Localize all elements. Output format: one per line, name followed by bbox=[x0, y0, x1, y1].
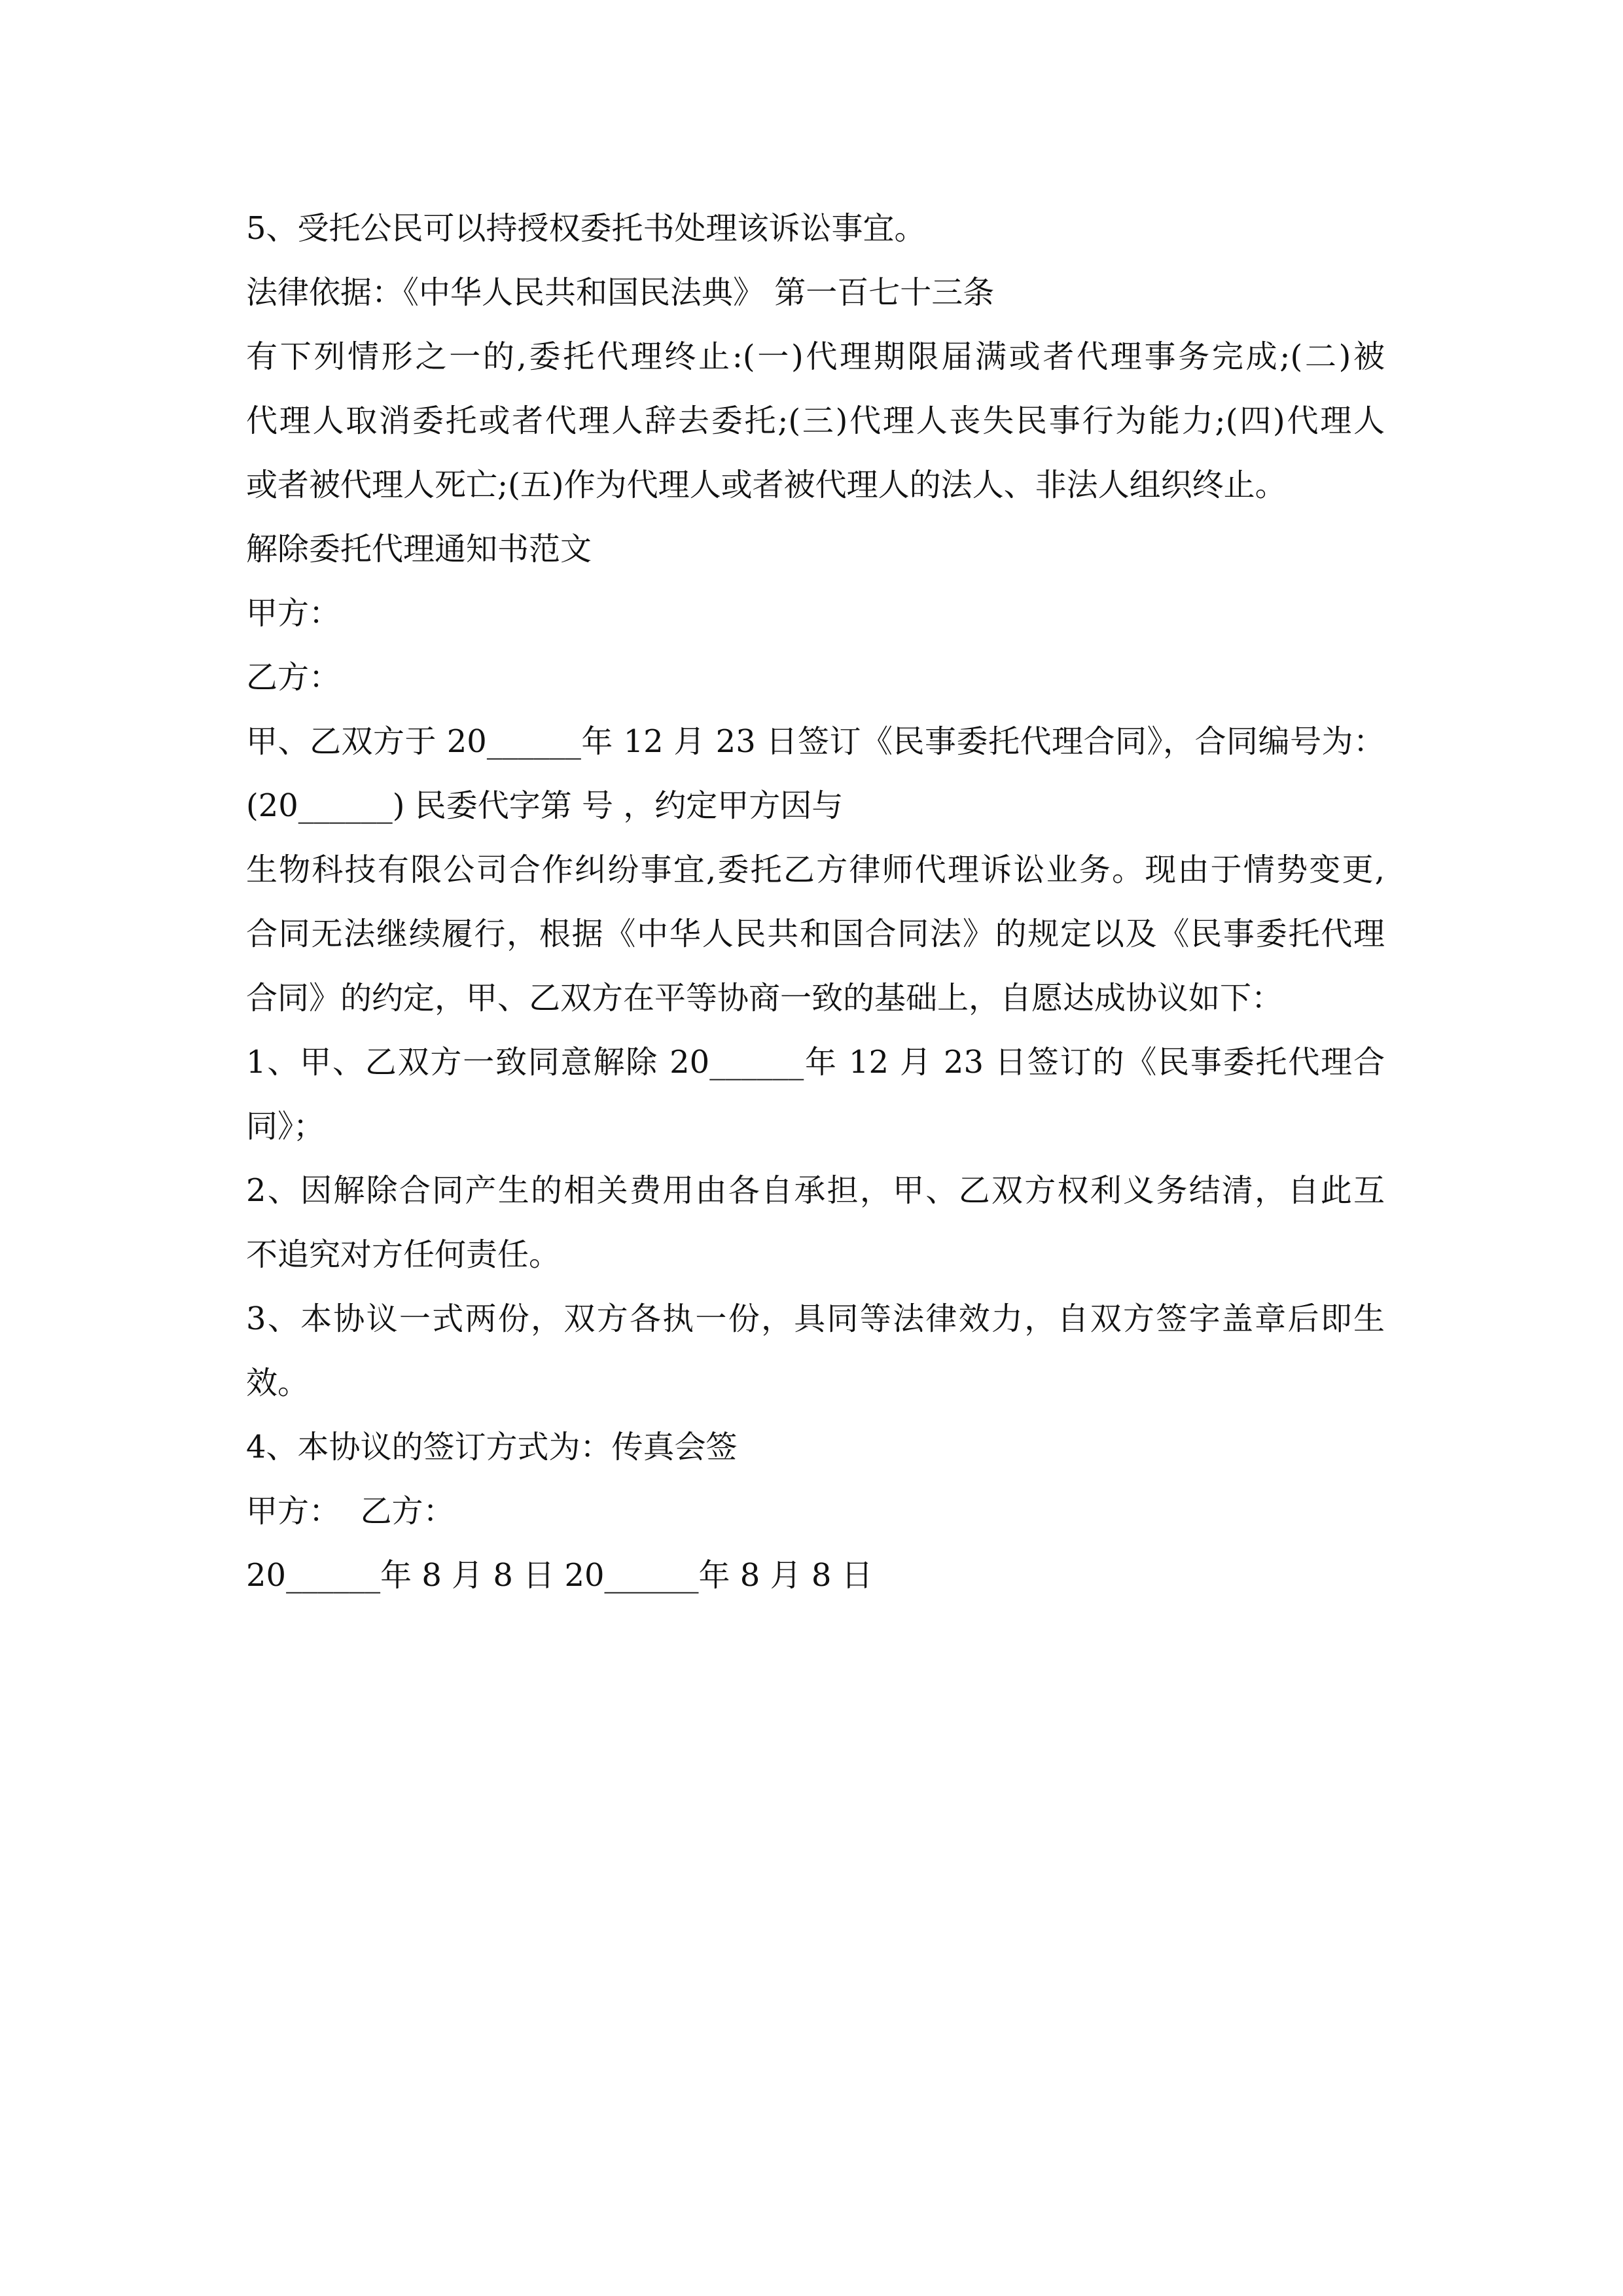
party-b-label: 乙方： bbox=[246, 659, 341, 696]
termination-text-line-2: 代理人取消委托或者代理人辞去委托;(三)代理人丧失民事行为能力;(四)代理人 bbox=[246, 403, 1385, 439]
signature-parties-line: 甲方： 乙方： bbox=[246, 1493, 455, 1530]
clause-3-line-1: 3、本协议一式两份，双方各执一份，具同等法律效力，自双方签字盖章后即生 bbox=[246, 1300, 1385, 1337]
section-title: 解除委托代理通知书范文 bbox=[246, 531, 592, 567]
agreement-intro-line-1: 甲、乙双方于 20______年 12 月 23 日签订《民事委托代理合同》，合同编号为： bbox=[246, 723, 1385, 760]
signature-dates-line: 20______年 8 月 8 日 20______年 8 月 8 日 bbox=[246, 1557, 873, 1594]
clause-2-line-1: 2、因解除合同产生的相关费用由各自承担，甲、乙双方权利义务结清，自此互 bbox=[246, 1172, 1385, 1209]
termination-text-line-3: 或者被代理人死亡;(五)作为代理人或者被代理人的法人、非法人组织终止。 bbox=[246, 467, 1287, 503]
clause-3-line-2: 效。 bbox=[246, 1365, 310, 1401]
document-body bbox=[246, 196, 1385, 1607]
legal-basis-line: 法律依据：《中华人民共和国民法典》 第一百七十三条 bbox=[246, 274, 995, 311]
clause-2-line-2: 不追究对方任何责任。 bbox=[246, 1236, 561, 1273]
clause-4-line: 4、本协议的签订方式为：传真会签 bbox=[246, 1429, 738, 1465]
clause-5-line: 5、受托公民可以持授权委托书处理该诉讼事宜。 bbox=[246, 210, 926, 247]
party-a-label: 甲方： bbox=[246, 595, 341, 632]
agreement-intro-line-2: (20______) 民委代字第 号 ，约定甲方因与 bbox=[246, 787, 844, 824]
clause-1-line-2: 同》； bbox=[246, 1108, 325, 1145]
agreement-intro-line-4: 合同无法继续履行，根据《中华人民共和国合同法》的规定以及《民事委托代理 bbox=[246, 916, 1385, 952]
termination-text-line-1: 有下列情形之一的,委托代理终止:(一)代理期限届满或者代理事务完成;(二)被 bbox=[246, 338, 1385, 375]
agreement-intro-line-5: 合同》的约定，甲、乙双方在平等协商一致的基础上，自愿达成协议如下： bbox=[246, 980, 1283, 1016]
agreement-intro-line-3: 生物科技有限公司合作纠纷事宜,委托乙方律师代理诉讼业务。现由于情势变更, bbox=[246, 852, 1385, 888]
clause-1-line-1: 1、甲、乙双方一致同意解除 20______年 12 月 23 日签订的《民事委托代理合 bbox=[246, 1044, 1385, 1081]
